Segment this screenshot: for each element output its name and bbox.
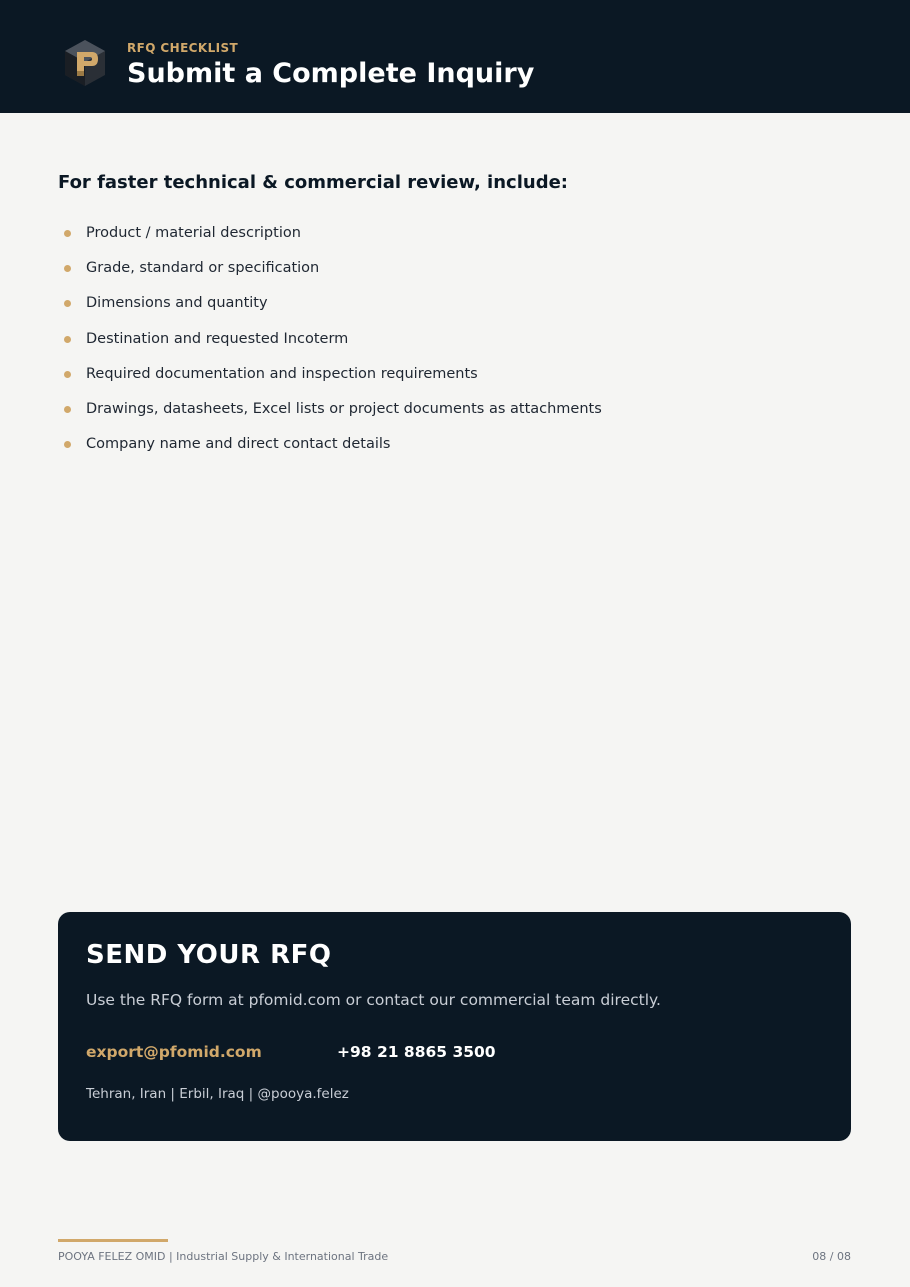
email-link[interactable]: export@pfomid.com [86, 1043, 262, 1061]
checklist-item-label: Drawings, datasheets, Excel lists or project documents as attachments [86, 400, 602, 417]
checklist-item [58, 255, 602, 290]
page-eyebrow: RFQ CHECKLIST [127, 41, 239, 55]
checklist-intro: For faster technical & commercial review, include: [58, 172, 568, 193]
checklist-item-label: Grade, standard or specification [86, 260, 320, 277]
bullet-dot-icon [64, 371, 71, 378]
checklist-item-label: Required documentation and inspection requirements [86, 365, 478, 382]
page-header [0, 0, 910, 113]
checklist-item [58, 431, 602, 466]
rfq-card-title: SEND YOUR RFQ [86, 940, 332, 970]
checklist-item-label: Dimensions and quantity [86, 295, 268, 312]
bullet-dot-icon [64, 441, 71, 448]
checklist-item [58, 290, 602, 325]
bullet-dot-icon [64, 300, 71, 307]
checklist-item [58, 396, 602, 431]
bullet-dot-icon [64, 406, 71, 413]
checklist-item-label: Product / material description [86, 225, 301, 241]
bullet-dot-icon [64, 336, 71, 343]
checklist-item [58, 326, 602, 361]
checklist-item-label: Company name and direct contact details [86, 436, 391, 453]
checklist-item [58, 361, 602, 396]
checklist [58, 220, 602, 466]
checklist-item-label: Destination and requested Incoterm [86, 330, 349, 347]
checklist-item [58, 220, 602, 255]
footer-company: POOYA FELEZ OMID | Industrial Supply & International Trade [58, 1250, 389, 1263]
send-rfq-card [58, 912, 851, 1141]
company-logo-icon [62, 38, 108, 88]
rfq-card-locations: Tehran, Iran | Erbil, Iraq | @pooya.felez [86, 1086, 349, 1102]
footer-accent-rule [58, 1239, 168, 1242]
bullet-dot-icon [64, 230, 71, 237]
page-title: Submit a Complete Inquiry [127, 58, 535, 89]
rfq-card-description: Use the RFQ form at pfomid.com or contact our commercial team directly. [86, 991, 661, 1009]
bullet-dot-icon [64, 265, 71, 272]
page-number: 08 / 08 [812, 1250, 851, 1263]
phone-link[interactable]: +98 21 8865 3500 [337, 1043, 496, 1061]
